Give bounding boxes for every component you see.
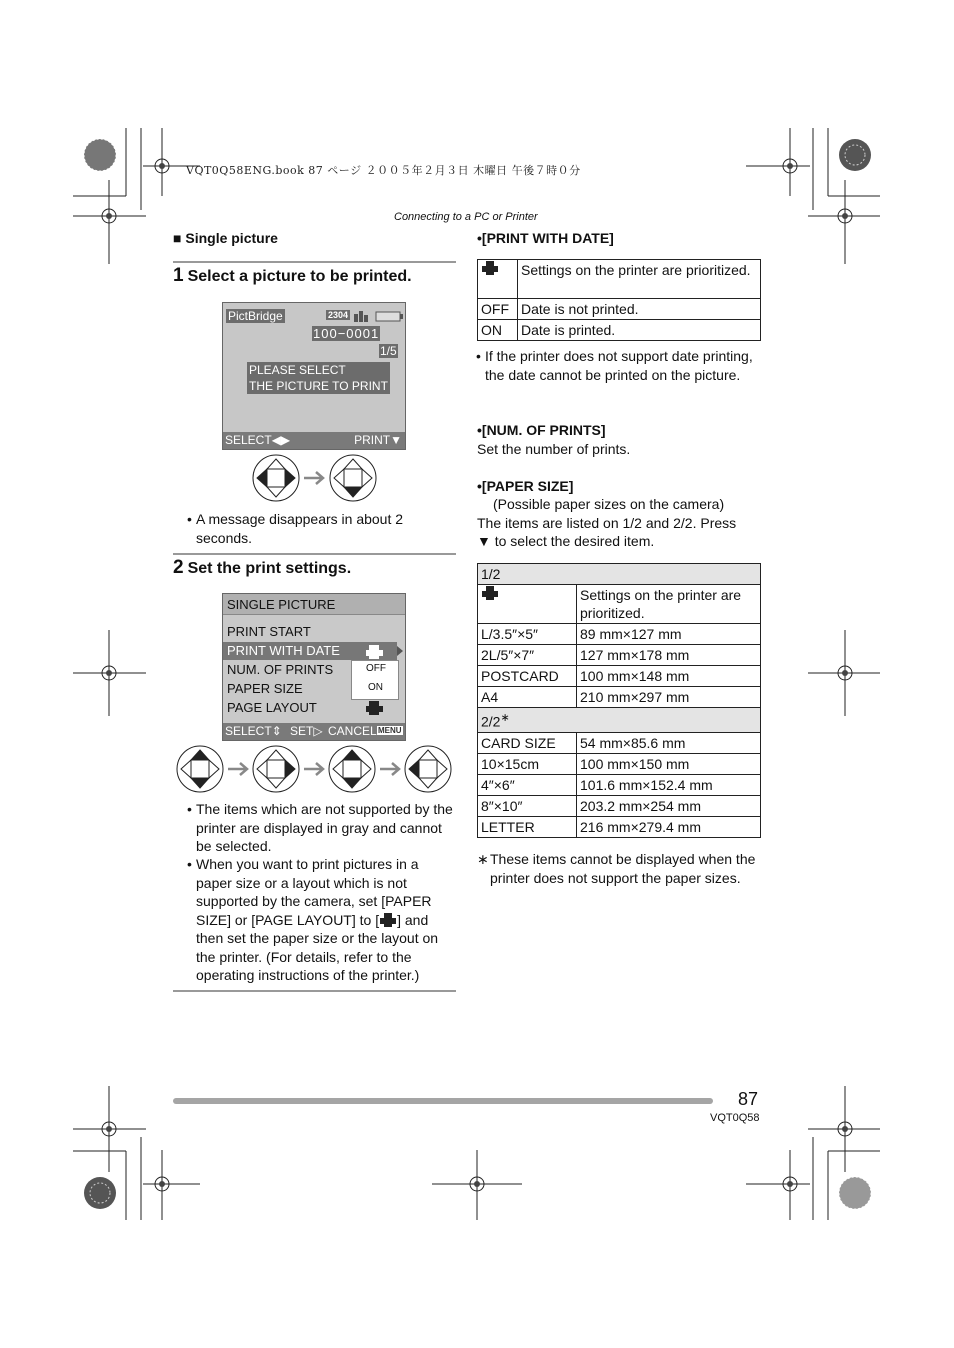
paper-size-table xyxy=(477,563,761,838)
pictbridge-label: PictBridge xyxy=(228,309,283,323)
table-cell-key xyxy=(478,260,518,299)
printer-icon xyxy=(365,701,385,715)
screen-bottom-bar xyxy=(223,432,405,449)
picture-count: 2304 xyxy=(328,310,349,320)
table-cell-value: Settings on the printer are prioritized. xyxy=(577,585,761,624)
option-off[interactable]: OFF xyxy=(366,663,386,674)
table-row xyxy=(478,299,761,320)
step1-number: 1 xyxy=(173,265,184,286)
paper-size-text-1: The items are listed on 1/2 and 2/2. Press xyxy=(477,515,737,531)
set-hint: SET▷ xyxy=(290,724,323,738)
table-cell-value: 89 mm×127 mm xyxy=(577,624,761,645)
printer-icon xyxy=(481,261,499,275)
step2-note-1: • The items which are not supported by the printer are displayed in gray and cannot be selected. xyxy=(187,801,453,854)
table-cell-key: 2L/5″×7″ xyxy=(478,645,577,666)
printer-icon xyxy=(379,913,397,927)
paper-size-heading: •[PAPER SIZE] xyxy=(477,478,574,494)
step1-heading xyxy=(173,265,412,287)
select-hint: SELECT⇕ xyxy=(225,724,282,738)
menu-item-paper-size[interactable]: PAPER SIZE xyxy=(227,681,303,696)
table-cell-value: 216 mm×279.4 mm xyxy=(577,816,761,837)
menu-item-print-start[interactable]: PRINT START xyxy=(227,624,311,639)
table-cell-key: 10×15cm xyxy=(478,753,577,774)
table-row xyxy=(478,816,761,837)
step2-title: Set the print settings. xyxy=(187,560,352,577)
step1-title: Select a picture to be printed. xyxy=(187,268,412,285)
table-cell-value: 203.2 mm×254 mm xyxy=(577,795,761,816)
page-label-1: 1/2 xyxy=(478,564,761,585)
section-heading xyxy=(173,230,278,246)
step1-note: • A message disappears in about 2 seconds. xyxy=(187,511,404,546)
table-row xyxy=(478,666,761,687)
table-row xyxy=(478,753,761,774)
table-cell-key xyxy=(478,585,577,624)
divider xyxy=(173,261,456,263)
printer-icon xyxy=(481,586,499,600)
num-of-prints-text: Set the number of prints. xyxy=(477,441,631,457)
table-row xyxy=(478,795,761,816)
table-cell-key: POSTCARD xyxy=(478,666,577,687)
print-with-date-heading: •[PRINT WITH DATE] xyxy=(477,230,614,246)
table-cell-key: ON xyxy=(478,320,518,341)
divider xyxy=(173,990,456,992)
table-cell-key: 4″×6″ xyxy=(478,774,577,795)
step2-number: 2 xyxy=(173,557,184,578)
table-cell-value: Date is printed. xyxy=(518,320,761,341)
message-line-1: PLEASE SELECT xyxy=(249,363,346,377)
page-number: 87 xyxy=(738,1089,759,1109)
step2-heading xyxy=(173,557,351,579)
table-row xyxy=(478,687,761,708)
menu-bottom-bar xyxy=(223,723,405,740)
menu-button-label: MENU xyxy=(378,726,402,735)
table-cell-key: A4 xyxy=(478,687,577,708)
menu-item-page-layout[interactable]: PAGE LAYOUT xyxy=(227,700,317,715)
page-label-2: 2/2∗ xyxy=(478,708,761,733)
paper-size-sub: (Possible paper sizes on the camera) xyxy=(493,496,725,512)
num-of-prints-heading: •[NUM. OF PRINTS] xyxy=(477,422,606,438)
dpad-sequence-2 xyxy=(174,743,456,795)
divider xyxy=(173,553,456,555)
camera-screen-select xyxy=(222,302,406,450)
select-message xyxy=(247,362,390,394)
table-row xyxy=(478,624,761,645)
file-number: 100−0001 xyxy=(313,326,380,341)
dpad-sequence-1 xyxy=(250,452,380,504)
table-cell-value: 101.6 mm×152.4 mm xyxy=(577,774,761,795)
step2-note-2: • When you want to print pictures in a paper size or a layout which is not supported by the camera, set [PAPER SIZE] or [PAGE LAYOUT] to [ ] and then set the paper size or the layout on the printer. (For details, refer to the operating instructions of the printer.) xyxy=(187,856,439,983)
table-row xyxy=(478,564,761,585)
printer-icon xyxy=(365,645,385,659)
table-cell-key: 8″×10″ xyxy=(478,795,577,816)
table-row xyxy=(478,774,761,795)
table-cell-value: 100 mm×148 mm xyxy=(577,666,761,687)
submenu-arrow xyxy=(397,646,403,656)
table-cell-value: 127 mm×178 mm xyxy=(577,645,761,666)
table-cell-value: Settings on the printer are prioritized. xyxy=(518,260,761,299)
print-with-date-note: • If the printer does not support date printing, the date cannot be printed on the picture. xyxy=(476,348,753,383)
table-cell-key: L/3.5″×5″ xyxy=(478,624,577,645)
table-cell-key: LETTER xyxy=(478,816,577,837)
section-title: Single picture xyxy=(185,230,278,246)
camera-screen-menu xyxy=(222,593,406,741)
message-line-2: THE PICTURE TO PRINT xyxy=(249,379,388,393)
model-code: VQT0Q58 xyxy=(710,1112,760,1124)
menu-item-print-with-date[interactable]: PRINT WITH DATE xyxy=(227,643,340,658)
table-row xyxy=(478,585,761,624)
table-row xyxy=(478,260,761,299)
print-hint: PRINT▼ xyxy=(354,433,402,447)
table-row xyxy=(478,708,761,733)
print-header: VQT0Q58ENG.book 87 ページ ２００５年２月３日 木曜日 午後７時０分 xyxy=(186,164,581,177)
option-on[interactable]: ON xyxy=(368,682,383,693)
footer-bar xyxy=(173,1098,713,1104)
running-head: Connecting to a PC or Printer xyxy=(394,211,538,223)
table-cell-key: CARD SIZE xyxy=(478,732,577,753)
table-cell-key: OFF xyxy=(478,299,518,320)
menu-item-num-of-prints[interactable]: NUM. OF PRINTS xyxy=(227,662,334,677)
menu-title: SINGLE PICTURE xyxy=(227,597,336,612)
page-indicator: 1/5 xyxy=(380,344,397,358)
table-cell-value: Date is not printed. xyxy=(518,299,761,320)
table-row xyxy=(478,732,761,753)
battery-icon xyxy=(354,310,404,323)
table-cell-value: 210 mm×297 mm xyxy=(577,687,761,708)
table-row xyxy=(478,320,761,341)
print-with-date-table xyxy=(477,259,761,341)
section-marker: ■ xyxy=(173,230,182,246)
table-cell-value: 100 mm×150 mm xyxy=(577,753,761,774)
table-row xyxy=(478,645,761,666)
paper-size-text-2: ▼ to select the desired item. xyxy=(477,533,655,549)
table-cell-value: 54 mm×85.6 mm xyxy=(577,732,761,753)
paper-size-footnote: ∗ These items cannot be displayed when the printer does not support the paper sizes. xyxy=(477,851,756,886)
cancel-hint: CANCEL xyxy=(328,724,377,738)
select-hint: SELECT◀▶ xyxy=(225,433,291,447)
